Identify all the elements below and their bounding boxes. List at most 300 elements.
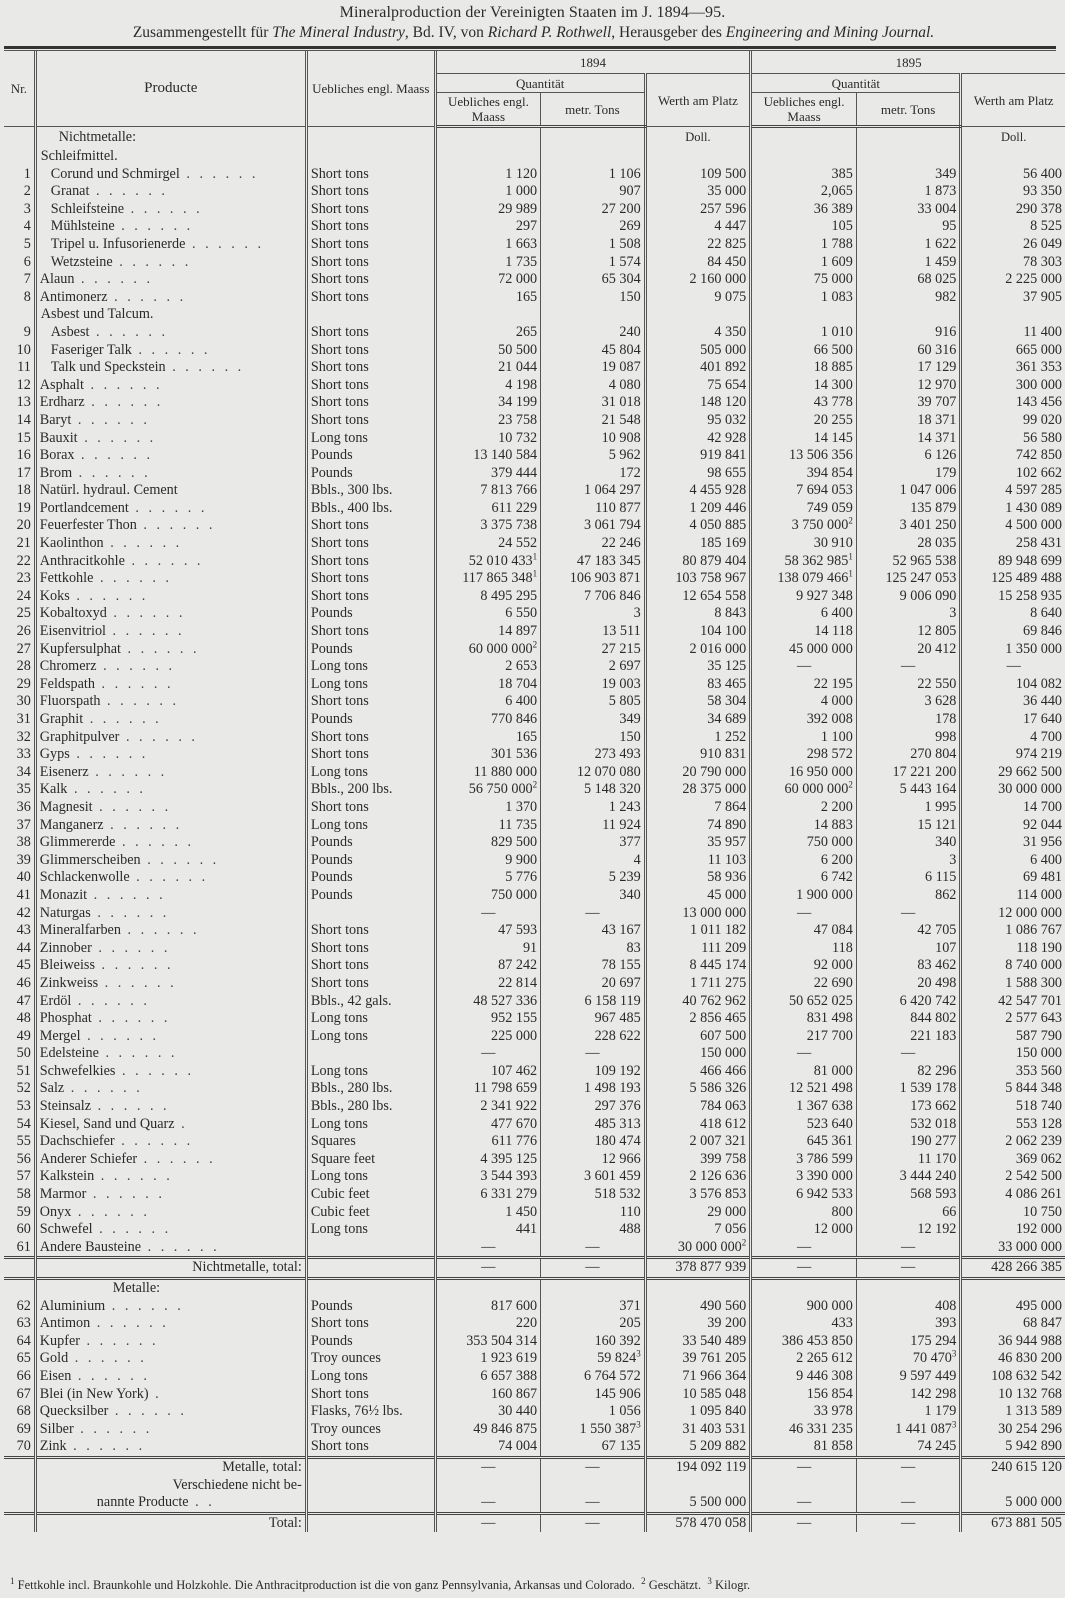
table-row [4, 1098, 1065, 1116]
metr-tons-1894 [541, 1386, 646, 1404]
metr-tons-1894-value: 907 [619, 183, 641, 200]
werth-1894 [645, 817, 751, 835]
werth-1894 [645, 359, 751, 377]
qty-1894-value: 22 814 [498, 974, 538, 991]
table-row [4, 271, 1065, 289]
werth-1895 [961, 1010, 1065, 1028]
metr-tons-1895-value: 1 179 [924, 1403, 957, 1420]
leader-dots: . . . . . . [91, 1098, 170, 1115]
unit-measure: Short tons [306, 729, 435, 747]
qty-1895 [751, 377, 857, 395]
unit-measure: Long tons [306, 1028, 435, 1046]
metr-tons-1895 [856, 817, 961, 835]
werth-1894-value: 8 843 [714, 605, 747, 622]
metr-tons-1895 [856, 869, 961, 887]
werth-1895-value: 1 086 767 [1005, 922, 1062, 939]
table-row [4, 1133, 1065, 1151]
metr-tons-1895-value: 142 298 [910, 1385, 957, 1402]
product-name [35, 746, 306, 764]
werth-1895-value: 46 830 200 [998, 1350, 1062, 1367]
werth-1894 [645, 922, 751, 940]
row-number: 9 [4, 324, 35, 342]
table-row [4, 183, 1065, 201]
qty-1894 [435, 781, 540, 799]
qty-1895 [751, 394, 857, 412]
qty-1894-value: 3 544 393 [480, 1168, 538, 1185]
qty-1895-value: 36 389 [813, 200, 853, 217]
leader-dots: . . . . . . [77, 429, 157, 446]
product-name-text: Graphit [39, 711, 84, 727]
footnote-ref: 3 [951, 1348, 957, 1359]
table-row [4, 500, 1065, 518]
werth-1894 [645, 254, 751, 272]
werth-1894 [645, 1333, 751, 1351]
metr-tons-1894-value: 31 018 [601, 394, 641, 411]
product-name-text: Schwefelkies [39, 1062, 116, 1079]
werth-1894-value: 2 016 000 [689, 640, 747, 657]
unit-measure: Pounds [306, 711, 435, 729]
col-uebliches-1895: Uebliches engl. Maass [751, 93, 857, 127]
table-row [4, 1315, 1065, 1333]
qty-1894-value: 8 495 295 [480, 587, 538, 604]
werth-1894 [645, 1151, 751, 1169]
qty-1894-value: 220 [515, 1315, 538, 1332]
metr-tons-1895-value: 17 221 200 [892, 763, 957, 780]
werth-1894 [645, 623, 751, 641]
werth-1894-value: 58 936 [707, 869, 747, 886]
product-name [35, 1010, 306, 1028]
qty-1895 [751, 1168, 857, 1186]
col-quantitaet-1894: Quantität [435, 74, 645, 93]
table-row [4, 711, 1065, 729]
unit-measure: Short tons [306, 359, 435, 377]
qty-1894-value: — [481, 1045, 496, 1062]
metr-tons-1894 [541, 482, 646, 500]
metr-tons-1894-value: 1 574 [608, 253, 641, 270]
row-number: 24 [4, 588, 35, 606]
werth-1895-value: 974 219 [1015, 746, 1062, 763]
metalle-total-row-werth-1895-value: 240 615 120 [991, 1458, 1062, 1475]
werth-1895 [961, 430, 1065, 448]
qty-1895-value: 433 [831, 1315, 853, 1332]
footnote-ref: 1 [848, 568, 853, 579]
werth-1894-value: 2 126 636 [689, 1168, 747, 1185]
werth-1895-value: 36 944 988 [998, 1332, 1062, 1349]
qty-1895-value: 60 000 000 [784, 781, 849, 798]
qty-1894-value: 1 370 [505, 798, 538, 815]
werth-1895 [961, 342, 1065, 360]
table-row [4, 482, 1065, 500]
metr-tons-1894-value: 27 200 [601, 200, 641, 217]
metr-tons-1895 [856, 342, 961, 360]
verschiedene-metr-tons-1895-value: — [901, 1494, 916, 1511]
werth-1894 [645, 993, 751, 1011]
leader-dots: . . . . . . [91, 1010, 171, 1027]
product-name-text: Baryt [39, 411, 72, 428]
qty-1895-value: 386 453 850 [781, 1332, 853, 1349]
werth-1894 [645, 869, 751, 887]
row-number: 28 [4, 658, 35, 676]
leader-dots: . . . . . . [106, 623, 185, 640]
product-name [35, 166, 306, 184]
werth-1895-value: 2 062 239 [1005, 1133, 1062, 1150]
grand-total-row-metr-tons-1894-value: — [585, 1514, 600, 1531]
product-name [35, 1080, 306, 1098]
werth-1894-value: 10 585 048 [682, 1385, 747, 1402]
qty-1894-value: 13 140 584 [473, 447, 538, 464]
leader-dots: . . . . . . [137, 1150, 216, 1167]
metr-tons-1894-value: 3 601 459 [583, 1168, 641, 1185]
qty-1895-value: 14 300 [813, 376, 853, 393]
qty-1895-value: 105 [831, 218, 853, 235]
table-header [4, 51, 1065, 127]
metr-tons-1895 [856, 1010, 961, 1028]
metr-tons-1895 [856, 1221, 961, 1239]
werth-1894-value: 150 000 [700, 1045, 747, 1062]
col-maass: Uebliches engl. Maass [306, 51, 435, 127]
product-name-text: Asbest [50, 323, 90, 340]
product-name-text: Zinkweiss [39, 974, 99, 991]
werth-1895-value: 93 350 [1022, 183, 1062, 200]
werth-1894-value: 35 125 [707, 658, 747, 675]
werth-1895 [961, 570, 1065, 588]
metr-tons-1894-value: 150 [619, 728, 641, 745]
leader-dots: . . . . . . [84, 394, 164, 411]
metr-tons-1894 [541, 922, 646, 940]
qty-1895-value: 6 400 [820, 605, 853, 622]
table-row [4, 605, 1065, 623]
metr-tons-1894 [541, 729, 646, 747]
qty-1894-value: 30 440 [498, 1403, 538, 1420]
leader-dots: . . . . . . [74, 271, 154, 288]
qty-1895-value: 3 390 000 [796, 1168, 853, 1185]
metr-tons-1894-value: 12 070 080 [576, 763, 641, 780]
werth-1895 [961, 359, 1065, 377]
qty-1895-value: — [796, 1238, 812, 1255]
product-name-text: Granat [50, 183, 90, 200]
qty-1894 [435, 430, 540, 448]
metr-tons-1894 [541, 201, 646, 219]
metr-tons-1894 [541, 1204, 646, 1222]
product-name-text: Mergel [39, 1027, 81, 1044]
werth-1895 [961, 1133, 1065, 1151]
werth-1894 [645, 1186, 751, 1204]
product-name-text: Natürl. hydraul. Cement [39, 482, 178, 499]
qty-1895-value: — [796, 1045, 812, 1062]
metr-tons-1895-value: 9 006 090 [899, 587, 957, 604]
metr-tons-1895 [856, 254, 961, 272]
werth-1895 [961, 394, 1065, 412]
unit-measure [306, 1239, 435, 1258]
metr-tons-1895 [856, 236, 961, 254]
metr-tons-1895 [856, 1386, 961, 1404]
product-name [35, 676, 306, 694]
werth-1894-value: 607 500 [700, 1027, 747, 1044]
product-name [35, 1368, 306, 1386]
footnote-ref: 1 [532, 568, 538, 579]
qty-1895-value: 9 927 348 [796, 587, 853, 604]
qty-1894 [435, 1204, 540, 1222]
qty-1894 [435, 324, 540, 342]
werth-1895-value: 4 086 261 [1005, 1186, 1062, 1203]
werth-1895 [961, 236, 1065, 254]
metr-tons-1895 [856, 1116, 961, 1134]
werth-1895 [961, 799, 1065, 817]
metr-tons-1894 [541, 1116, 646, 1134]
werth-1894 [645, 764, 751, 782]
metr-tons-1894-value: 205 [619, 1315, 641, 1332]
metr-tons-1895 [856, 764, 961, 782]
werth-1895 [961, 254, 1065, 272]
qty-1895 [751, 465, 857, 483]
table-row [4, 922, 1065, 940]
qty-1895 [751, 658, 857, 676]
qty-1894-value: 60 000 000 [468, 640, 533, 657]
product-name [35, 852, 306, 870]
unit-measure: Pounds [306, 465, 435, 483]
werth-1895-value: 361 353 [1015, 359, 1062, 376]
werth-1895-value: 29 662 500 [998, 763, 1062, 780]
werth-1894 [645, 201, 751, 219]
table-row [4, 834, 1065, 852]
werth-1895-value: 17 640 [1022, 711, 1062, 727]
metr-tons-1895-value: 340 [935, 834, 957, 851]
werth-1895 [961, 764, 1065, 782]
werth-1895-value: 108 632 542 [991, 1367, 1062, 1384]
product-name [35, 1116, 306, 1134]
qty-1894-value: 47 593 [498, 922, 538, 939]
row-number: 37 [4, 817, 35, 835]
footnote-3: Kilogr. [715, 1578, 751, 1592]
product-name-text: Alaun [39, 271, 75, 288]
product-name [35, 394, 306, 412]
metalle-total-row-metr-tons-1895-value: — [901, 1458, 916, 1475]
qty-1895-value: 7 694 053 [796, 482, 853, 499]
werth-1894 [645, 852, 751, 870]
metr-tons-1894-value: — [585, 1238, 600, 1255]
grand-total-row-werth-1894-value: 578 470 058 [675, 1514, 747, 1531]
row-number: 31 [4, 711, 35, 729]
product-name [35, 993, 306, 1011]
qty-1895 [751, 1186, 857, 1204]
qty-1895 [751, 693, 857, 711]
metr-tons-1895-value: 20 498 [917, 974, 957, 991]
unit-measure: Short tons [306, 394, 435, 412]
product-name [35, 201, 306, 219]
qty-1894-value: 5 776 [505, 869, 538, 886]
page-subtitle [6, 24, 1061, 42]
qty-1894-value: 10 732 [498, 429, 538, 446]
qty-1894-value: 441 [515, 1221, 538, 1238]
werth-1894 [645, 430, 751, 448]
qty-1894 [435, 869, 540, 887]
qty-1895-value: 750 000 [806, 834, 853, 851]
metalle-total-row-qty-1894-value: — [481, 1458, 496, 1475]
grand-total-row-metr-tons-1895 [856, 1513, 961, 1532]
werth-1894 [645, 905, 751, 923]
metr-tons-1894 [541, 500, 646, 518]
product-name [35, 922, 306, 940]
product-name [35, 1063, 306, 1081]
werth-1894-value: 104 100 [700, 623, 747, 640]
werth-1895-value: 56 580 [1022, 429, 1062, 446]
metr-tons-1894 [541, 711, 646, 729]
leader-dots: . . . . . . [96, 658, 176, 675]
row-number: 43 [4, 922, 35, 940]
werth-1895-value: 5 844 348 [1005, 1080, 1062, 1097]
werth-1894-value: 95 032 [707, 411, 747, 428]
product-name [35, 1421, 306, 1439]
qty-1895 [751, 236, 857, 254]
unit-measure: Pounds [306, 852, 435, 870]
qty-1895-value: 6 200 [820, 851, 853, 868]
leader-dots: . [148, 1385, 162, 1402]
product-name-text: Blei (in New York) [39, 1385, 149, 1402]
werth-1895 [961, 1186, 1065, 1204]
row-number: 7 [4, 271, 35, 289]
product-name [35, 377, 306, 395]
nichtmetalle-total-row-metr-tons-1894-value: — [585, 1259, 600, 1276]
product-name [35, 1133, 306, 1151]
metr-tons-1895 [856, 940, 961, 958]
metr-tons-1895 [856, 729, 961, 747]
metr-tons-1894-value: 297 376 [594, 1098, 641, 1115]
qty-1894-value: 165 [515, 728, 538, 745]
table-row [4, 1116, 1065, 1134]
werth-1895-value: 37 905 [1022, 288, 1062, 305]
metr-tons-1895-value: 33 004 [917, 200, 957, 217]
metr-tons-1894-value: 65 304 [601, 271, 641, 288]
metr-tons-1894-value: 273 493 [594, 746, 641, 763]
col-metr-tons-1895: metr. Tons [856, 93, 961, 127]
verschiedene-werth-1895 [961, 1494, 1065, 1513]
product-name [35, 605, 306, 623]
metr-tons-1895-value: 60 316 [917, 341, 957, 358]
product-name [35, 623, 306, 641]
metr-tons-1894 [541, 975, 646, 993]
qty-1895-value: 1 609 [820, 253, 853, 270]
metr-tons-1895 [856, 1315, 961, 1333]
werth-1894 [645, 1421, 751, 1439]
werth-1894-value: 98 655 [707, 464, 747, 481]
leader-dots: . . . . . . [107, 288, 187, 305]
metr-tons-1895-value: 14 371 [917, 429, 957, 446]
product-name-text: Quecksilber [39, 1403, 109, 1420]
werth-1894 [645, 746, 751, 764]
metr-tons-1895 [856, 482, 961, 500]
table-row [4, 940, 1065, 958]
metr-tons-1894 [541, 940, 646, 958]
werth-1895 [961, 746, 1065, 764]
werth-1895-value: 33 000 000 [998, 1238, 1062, 1255]
metr-tons-1894-value: 377 [619, 834, 641, 851]
werth-1894 [645, 1438, 751, 1457]
row-number: 47 [4, 993, 35, 1011]
product-name-text: Gold [39, 1350, 69, 1367]
section-nichtmetalle: Nichtmetalle: [35, 127, 306, 149]
qty-1895 [751, 817, 857, 835]
werth-1895-value: 5 942 890 [1005, 1438, 1062, 1455]
qty-1895 [751, 957, 857, 975]
metr-tons-1894-value: 110 877 [595, 499, 641, 516]
werth-1894 [645, 658, 751, 676]
werth-1894-value: 401 892 [700, 359, 747, 376]
werth-1895 [961, 412, 1065, 430]
product-name-text: Tripel u. Infusorienerde [50, 235, 186, 252]
product-name-text: Eisen [39, 1367, 72, 1384]
table-row [4, 799, 1065, 817]
qty-1895 [751, 975, 857, 993]
qty-1894-value: 4 198 [505, 376, 538, 393]
werth-1895 [961, 869, 1065, 887]
metr-tons-1895 [856, 605, 961, 623]
unit-measure: Short tons [306, 1386, 435, 1404]
leader-dots: . . . . . . [141, 1238, 220, 1255]
qty-1894-value: 1 000 [505, 183, 538, 200]
product-name-text: Erdöl [39, 992, 72, 1009]
row-number: 12 [4, 377, 35, 395]
unit-measure: Pounds [306, 605, 435, 623]
metr-tons-1894 [541, 1438, 646, 1457]
metr-tons-1894-value: 2 697 [608, 658, 641, 675]
row-number: 32 [4, 729, 35, 747]
qty-1895 [751, 447, 857, 465]
unit-measure: Cubic feet [306, 1186, 435, 1204]
werth-1895 [961, 377, 1065, 395]
werth-1895 [961, 1221, 1065, 1239]
product-name-text: Andere Bausteine [39, 1238, 142, 1255]
qty-1894 [435, 394, 540, 412]
unit-measure: Short tons [306, 799, 435, 817]
werth-1894 [645, 676, 751, 694]
metr-tons-1894-value: 1 498 193 [583, 1080, 641, 1097]
metr-tons-1894-value: 45 804 [601, 341, 641, 358]
table-row [4, 1333, 1065, 1351]
werth-1894 [645, 975, 751, 993]
qty-1895 [751, 1098, 857, 1116]
metr-tons-1895 [856, 1438, 961, 1457]
werth-1894 [645, 1098, 751, 1116]
metr-tons-1895-value: 190 277 [910, 1133, 957, 1150]
werth-1895-value: 192 000 [1015, 1221, 1062, 1238]
metr-tons-1895 [856, 1368, 961, 1386]
metr-tons-1895 [856, 271, 961, 289]
metr-tons-1895-value: 15 121 [917, 816, 957, 833]
section-metalle: Metalle: [35, 1279, 306, 1298]
werth-1895 [961, 1239, 1065, 1258]
unit-doll-1894: Doll. [645, 127, 751, 149]
qty-1895 [751, 869, 857, 887]
product-name-text: Gyps [39, 746, 70, 763]
qty-1895 [751, 641, 857, 659]
werth-1894 [645, 271, 751, 289]
qty-1894-value: 91 [522, 939, 538, 956]
row-number: 66 [4, 1368, 35, 1386]
metr-tons-1895-value: 998 [935, 728, 957, 745]
unit-measure: Short tons [306, 975, 435, 993]
metr-tons-1894 [541, 1151, 646, 1169]
product-name [35, 957, 306, 975]
werth-1895-value: 1 350 000 [1005, 640, 1062, 657]
leader-dots: . . . . . . [98, 974, 177, 991]
metr-tons-1894-value: 1 056 [608, 1403, 641, 1420]
unit-measure: Short tons [306, 623, 435, 641]
table-row [4, 1204, 1065, 1222]
table-row [4, 869, 1065, 887]
werth-1894-value: 22 825 [707, 235, 747, 252]
table-row [4, 1028, 1065, 1046]
metr-tons-1895-value: 82 296 [917, 1062, 957, 1079]
